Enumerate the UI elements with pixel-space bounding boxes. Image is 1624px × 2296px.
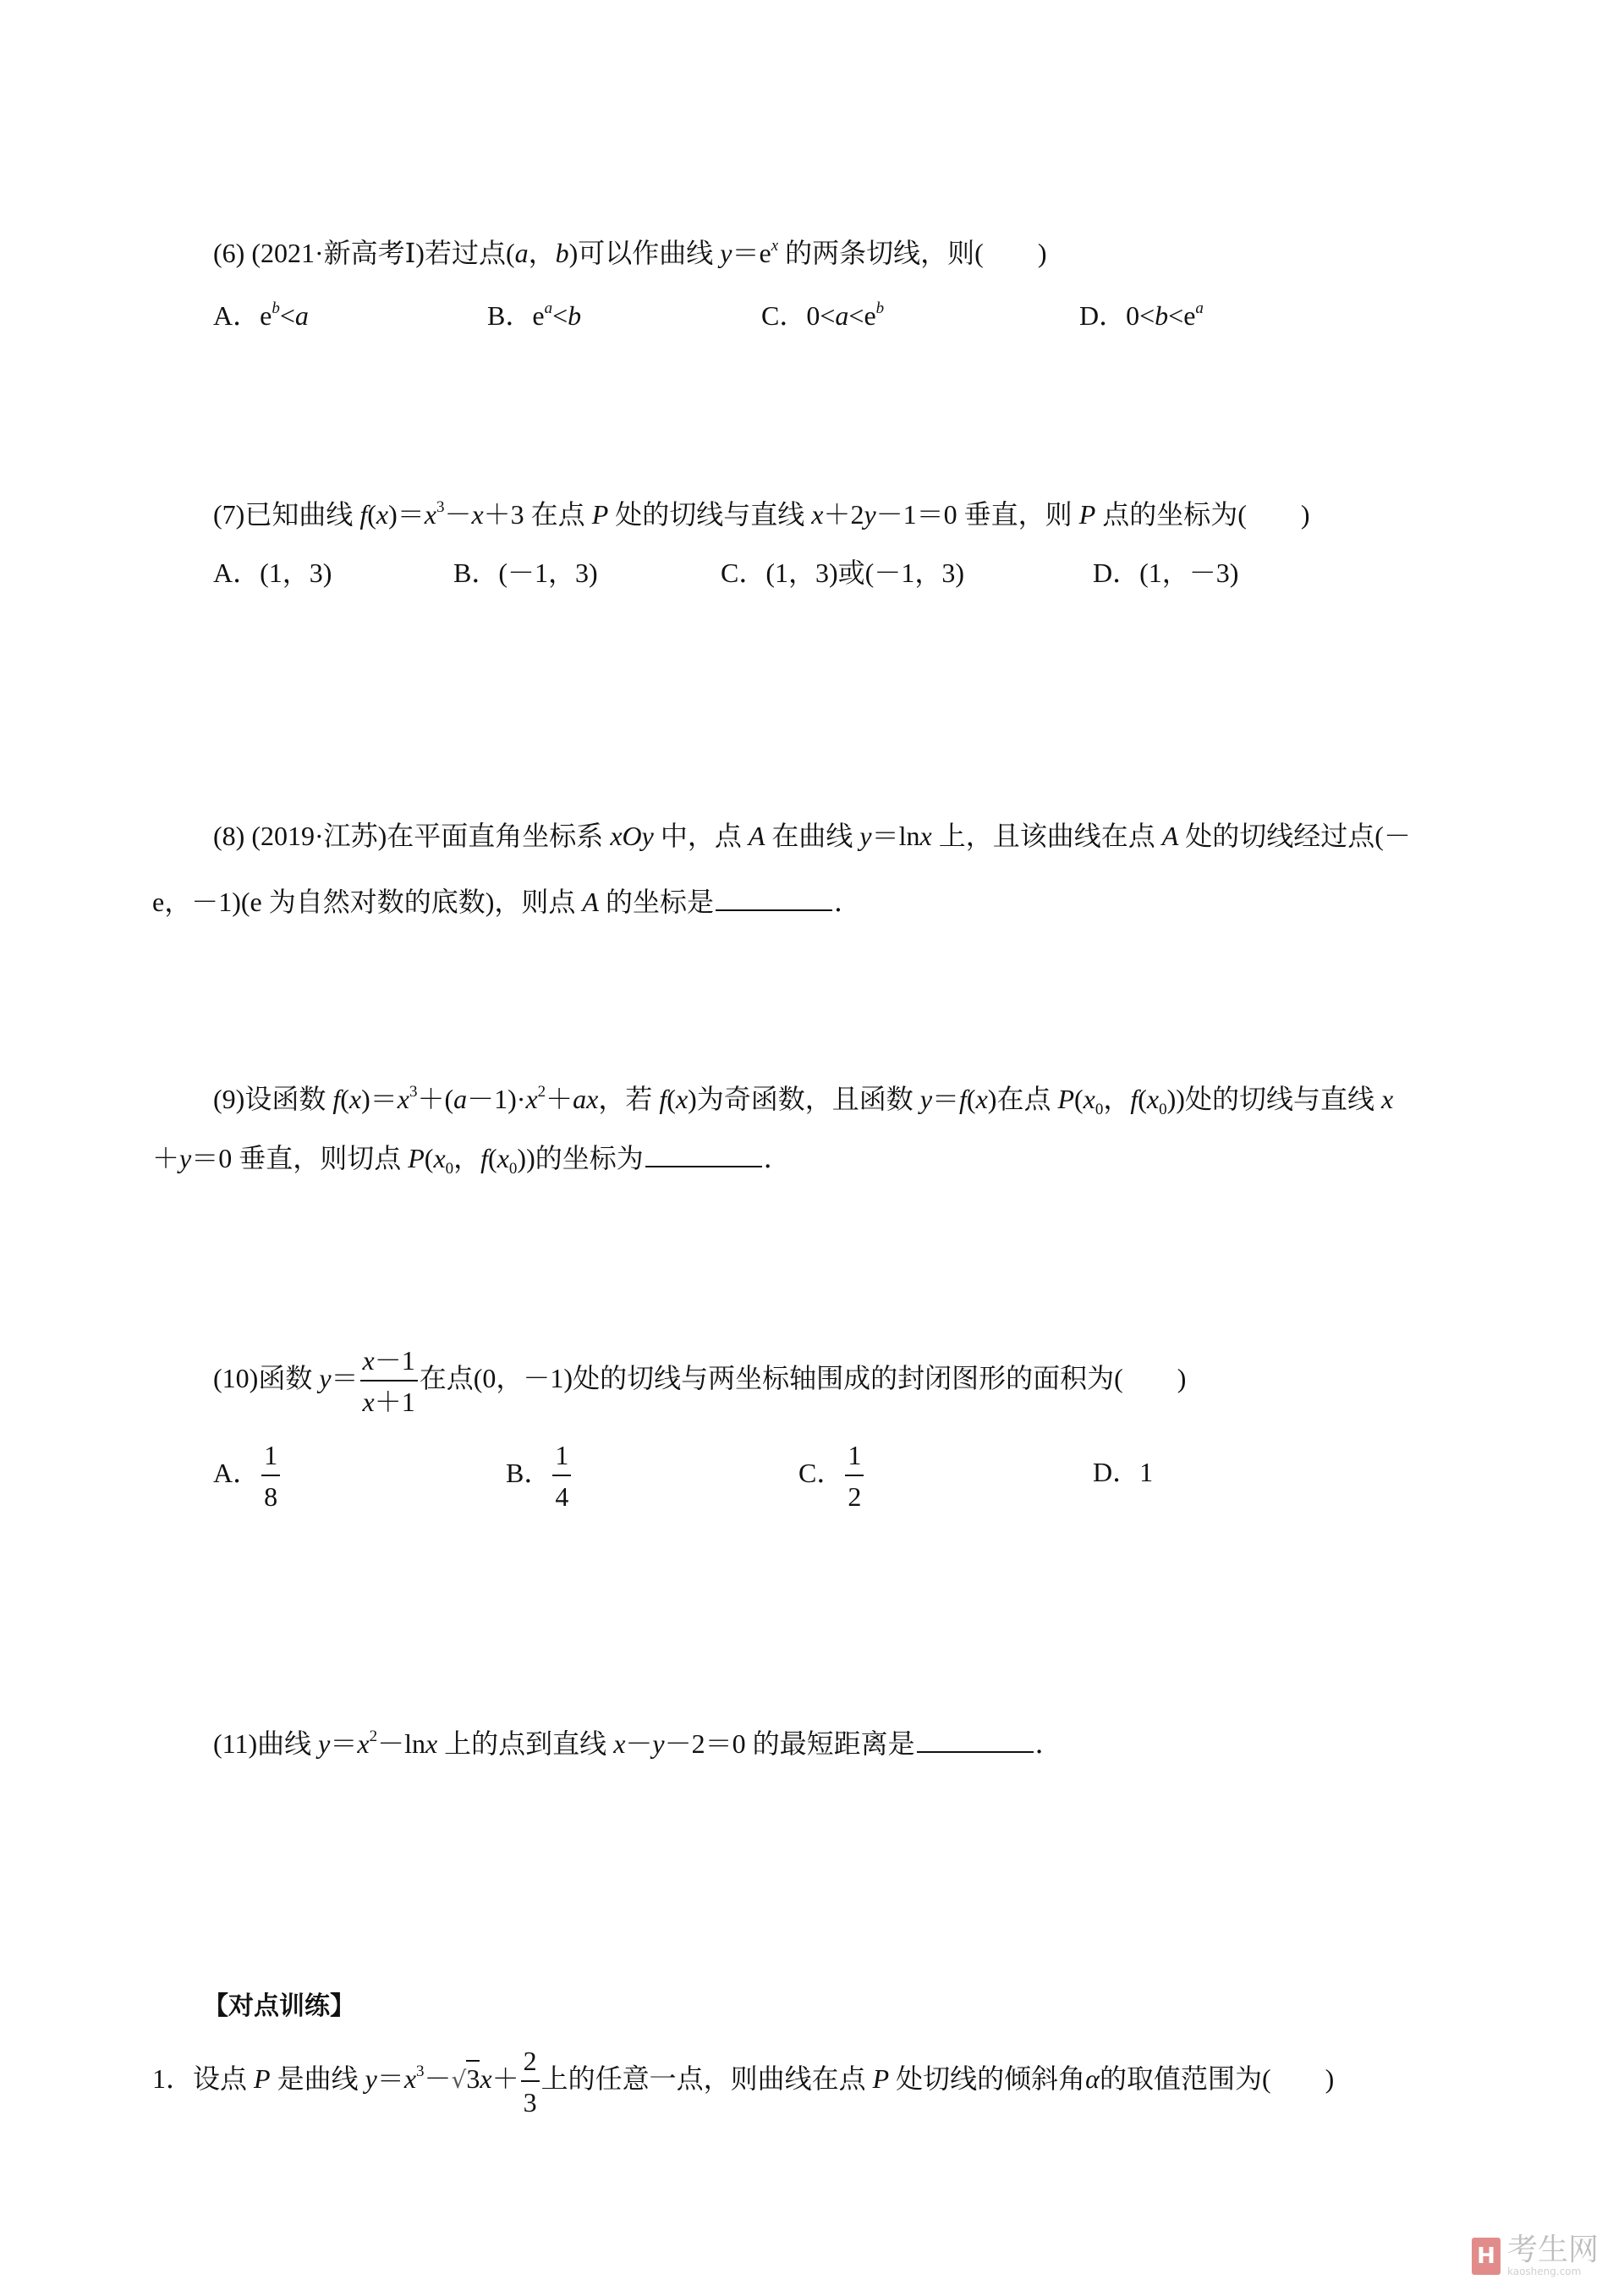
q9-answer-blank[interactable] (645, 1164, 762, 1167)
p1-label: 1． (152, 2063, 194, 2095)
q6-source: (2021·新高考Ⅰ) (251, 238, 425, 268)
logo-mark-icon: H (1472, 2238, 1501, 2275)
logo-text: 考生网 (1506, 2232, 1599, 2267)
q6-option-d[interactable]: D．$0<b<e^a$ (1079, 299, 1204, 331)
q10-label: (10) (213, 1363, 259, 1394)
q10-frac-a: $\frac{1}{8}$ (261, 1440, 280, 1513)
q8-label: (8) (213, 821, 245, 851)
q10-option-a[interactable]: A． $\frac{1}{8}$ (213, 1440, 282, 1513)
sqrt-3: √3 (452, 2065, 480, 2092)
question-8-line-1: (8) (2019·江苏)在平面直角坐标系 xOy 中，点 A 在曲线 y＝lnx 上，且该曲线在点 A 处的切线经过点(－ (213, 821, 1411, 851)
q9-label: (9) (213, 1084, 245, 1114)
question-11: (11)曲线 $y=x^2-\ln x$ 上的点到直线 x－y－2＝0 的最短距离是 ． (213, 1727, 1062, 1759)
question-6: (6) (2021·新高考Ⅰ)若过点(a，b)可以作曲线 $y=e^x$ 的两条切线，则( ) (213, 237, 1047, 268)
question-9-line-2: ＋y＝0 垂直，则切点 $P(x_0$，$f(x_0)$)的坐标为 ． (152, 1143, 791, 1178)
q6-option-c[interactable]: C．$0<a<e^b$ (761, 299, 885, 331)
q7-option-b[interactable]: B．(－1，3) (453, 558, 598, 588)
question-9-line-1: (9)设函数 $f(x)=x^3+(a-1)\cdot x^2+ax$，若 f(x)为奇函数，且函数 y＝f(x)在点 $P(x_0$，$f(x_0)$)处的切线与直线 x (213, 1083, 1394, 1118)
q11-answer-blank[interactable] (917, 1749, 1034, 1753)
q6-option-a[interactable]: A．$e^b<a$ (213, 299, 309, 331)
question-10: (10)函数 y＝ $\frac{x-1}{x+1}$ 在点(0，－1)处的切线与两坐标轴围成的封闭图形的面积为( ) (213, 1345, 1187, 1417)
q6-label: (6) (213, 238, 245, 268)
q7-option-c[interactable]: C．(1，3)或(－1，3) (721, 558, 964, 588)
q11-label: (11) (213, 1728, 258, 1759)
q7-option-d[interactable]: D．(1，－3) (1093, 558, 1239, 588)
section-title: 【对点训练】 (203, 1991, 355, 2021)
q7-label: (7) (213, 499, 245, 530)
q8-source: (2019·江苏) (251, 821, 387, 851)
logo-url: kaosheng.com (1506, 2265, 1582, 2277)
watermark-logo (1472, 2232, 1599, 2277)
q8-answer-blank[interactable] (716, 908, 832, 911)
q7-option-a[interactable]: A．(1，3) (213, 558, 332, 588)
q10-frac-b: $\frac{1}{4}$ (552, 1440, 571, 1513)
practice-problem-1: 1．设点 P 是曲线 $y=x^3-√3x+$ $\frac{2}{3}$ 上的任意一点，则曲线在点 P 处切线的倾斜角α的取值范围为( ) (152, 2046, 1335, 2117)
question-8-line-2: e，－1)(e 为自然对数的底数)，则点 A 的坐标是 ． (152, 887, 861, 917)
q10-function-fraction: $\frac{x-1}{x+1}$ (360, 1345, 418, 1418)
p1-fraction: $\frac{2}{3}$ (521, 2046, 540, 2118)
q10-option-b[interactable]: B． $\frac{1}{4}$ (506, 1440, 573, 1513)
q10-option-d[interactable]: D．1 (1093, 1457, 1154, 1487)
q10-frac-c: $\frac{1}{2}$ (845, 1440, 864, 1513)
question-7: (7)已知曲线 $f(x)=x^3-x+3$ 在点 P 处的切线与直线 x＋2y－1＝0 垂直，则 P 点的坐标为( ) (213, 498, 1310, 530)
q6-option-b[interactable]: B．$e^a<b$ (487, 299, 582, 331)
q10-option-c[interactable]: C． $\frac{1}{2}$ (798, 1440, 865, 1513)
